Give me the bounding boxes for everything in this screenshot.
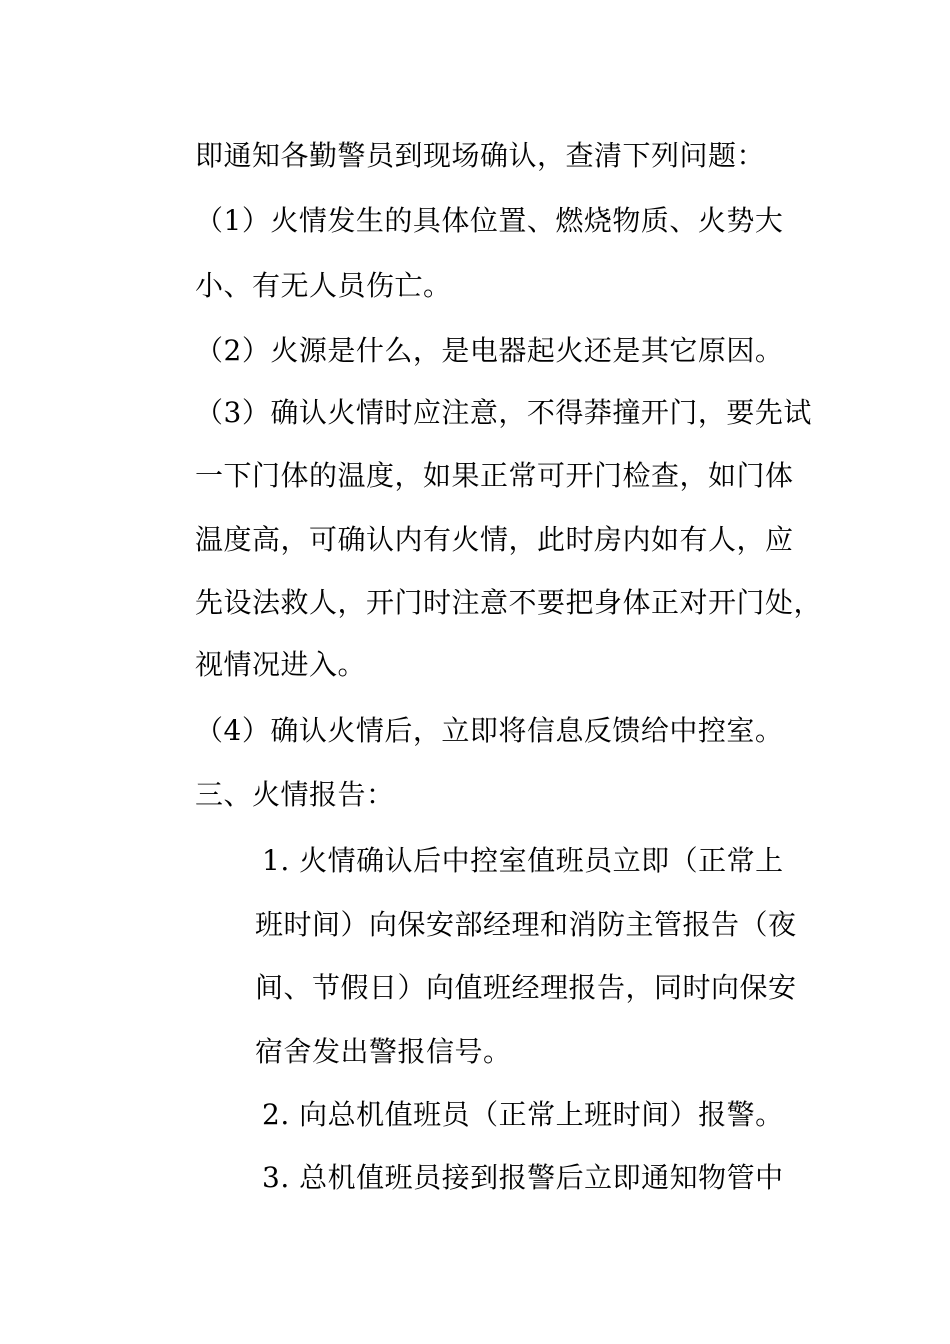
text-line: 即通知各勤警员到现场确认，查清下列问题： bbox=[195, 139, 766, 172]
text-line: 小、有无人员伤亡。 bbox=[195, 269, 452, 302]
text-line: 班时间）向保安部经理和消防主管报告（夜 bbox=[255, 908, 797, 941]
text-line: 间、节假日）向值班经理报告，同时向保安 bbox=[255, 971, 797, 1004]
text-line: 温度高，可确认内有火情，此时房内如有人，应 bbox=[195, 523, 794, 556]
text-line: （1）火情发生的具体位置、燃烧物质、火势大 bbox=[195, 204, 784, 237]
text-line: 1. 火情确认后中控室值班员立即（正常上 bbox=[262, 844, 784, 877]
section-heading: 三、火情报告： bbox=[195, 778, 395, 811]
text-line: （3）确认火情时应注意，不得莽撞开门，要先试 bbox=[195, 396, 812, 429]
text-line: 先设法救人，开门时注意不要把身体正对开门处， bbox=[195, 586, 823, 619]
text-line: 3. 总机值班员接到报警后立即通知物管中 bbox=[262, 1161, 784, 1194]
text-line: （4）确认火情后，立即将信息反馈给中控室。 bbox=[195, 714, 784, 747]
text-line: 宿舍发出警报信号。 bbox=[255, 1035, 512, 1068]
text-line: （2）火源是什么，是电器起火还是其它原因。 bbox=[195, 334, 784, 367]
text-line: 2. 向总机值班员（正常上班时间）报警。 bbox=[262, 1098, 784, 1131]
text-line: 一下门体的温度，如果正常可开门检查，如门体 bbox=[195, 459, 794, 492]
text-line: 视情况进入。 bbox=[195, 648, 367, 681]
